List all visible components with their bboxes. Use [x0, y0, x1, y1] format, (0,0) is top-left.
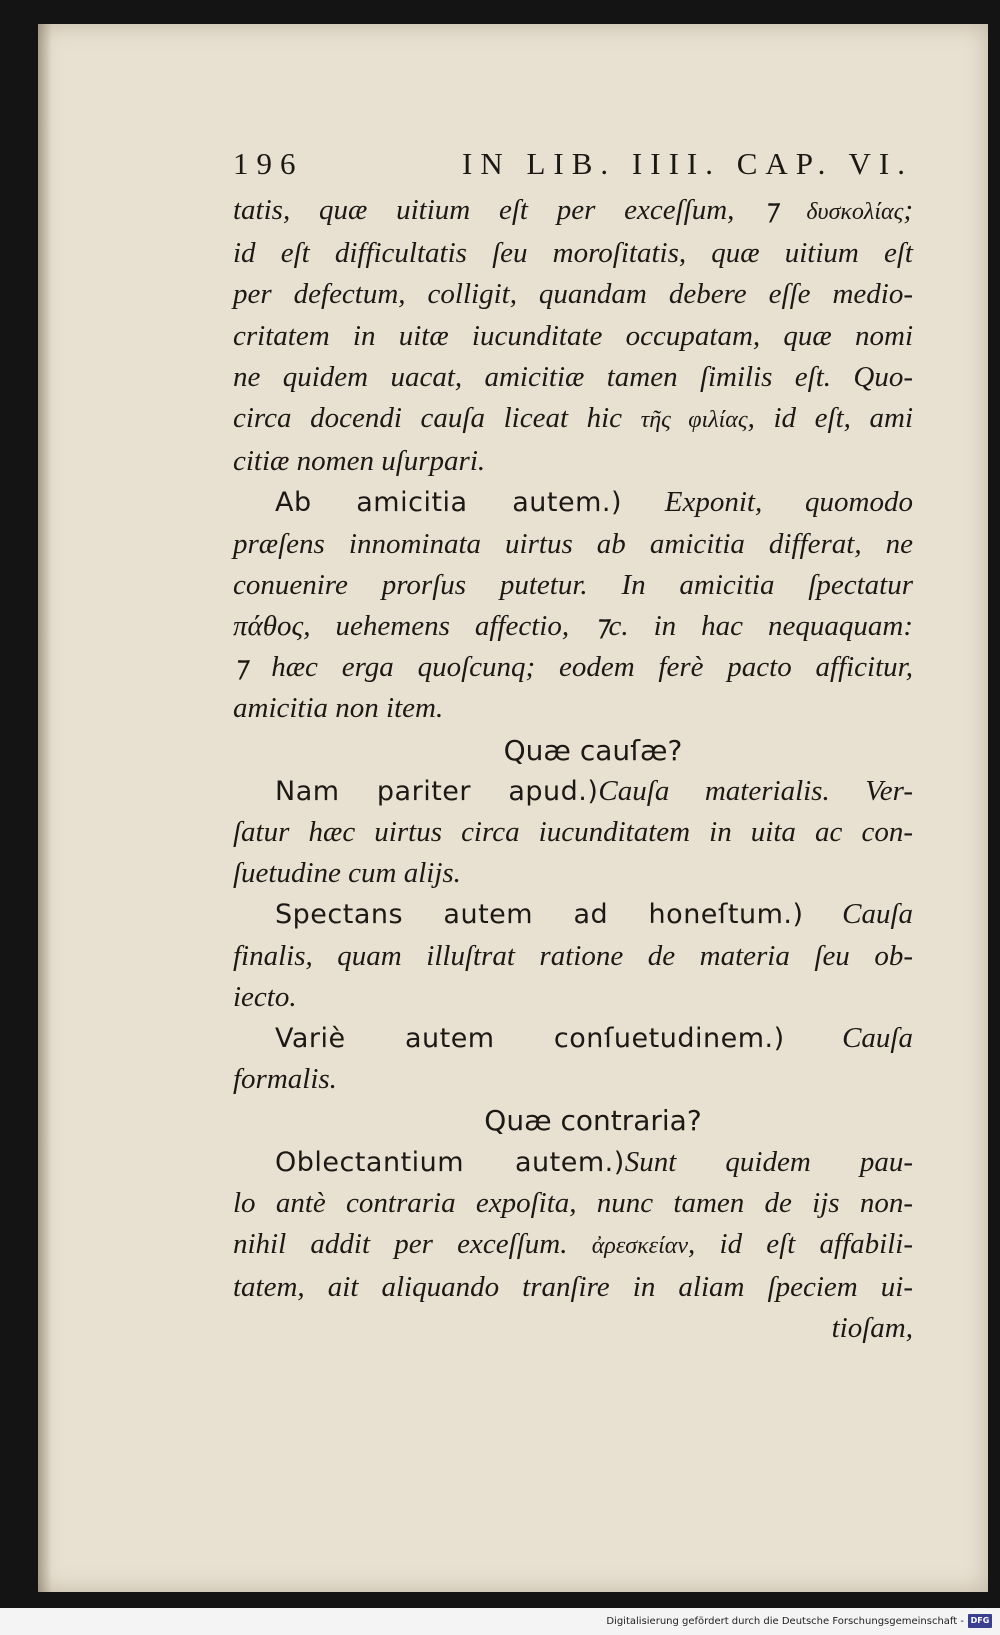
text-line: ne quidem uacat, amicitiæ tamen ſimilis eſt. Quo- [233, 360, 913, 393]
catchword: tioſam, [831, 1312, 913, 1345]
page-number: 196 [233, 146, 304, 181]
text-line: præſens innominata uirtus ab amicitia differat, ne [233, 527, 913, 560]
paragraph-2 [233, 482, 913, 729]
text-line: per defectum, colligit, quandam debere eſſe medio- [233, 278, 913, 311]
text-line: nihil addit per exceſſum. ἀρεσκείαν, id eſt affabili- [233, 1228, 913, 1261]
lemma: Spectans autem ad honeſtum.) [275, 899, 804, 931]
running-head [233, 146, 913, 190]
paragraph-6 [233, 1142, 913, 1350]
section-heading: Quæ contraria? [484, 1104, 702, 1138]
paragraph-3 [233, 771, 913, 895]
text-line: iecto. [233, 980, 297, 1013]
running-title: IN LIB. IIII. CAP. VI. [462, 146, 913, 181]
lemma: Variè autem conſuetudinem.) [275, 1023, 785, 1055]
lemma: Ab amicitia autem.) [275, 487, 622, 519]
text-line: ſuetudine cum alijs. [233, 857, 461, 890]
text-line: citiæ nomen uſurpari. [233, 445, 486, 478]
funding-note: Digitalisierung gefördert durch die Deutsche Forschungsgemeinschaft - [606, 1616, 964, 1627]
text-line: Variè autem conſuetudinem.) Cauſa [275, 1022, 913, 1055]
paragraph-1 [233, 190, 913, 482]
dfg-logo: DFG [968, 1614, 992, 1628]
lemma: Nam pariter apud.) [275, 775, 599, 807]
text-line: id eſt difficultatis ſeu moroſitatis, quæ uitium eſt [233, 237, 913, 270]
text-line: tatis, quæ uitium eſt per exceſſum, ⁊ δυσκολίας; [233, 194, 913, 226]
page-text [233, 146, 913, 1350]
text-line: conuenire prorſus putetur. In amicitia ſpectatur [233, 568, 913, 601]
paragraph-4 [233, 894, 913, 1018]
lemma: Oblectantium autem.) [275, 1146, 625, 1178]
page-gutter-shadow [38, 24, 52, 1592]
text-line: πάθος, uehemens affectio, ⁊c. in hac nequaquam: [233, 610, 913, 643]
text-line: formalis. [233, 1063, 337, 1096]
text-line: Ab amicitia autem.) Exponit, quomodo [275, 486, 913, 519]
text-line: ⁊ hæc erga quoſcunq; eodem ferè pacto afficitur, [233, 651, 913, 684]
text-line: ſatur hæc uirtus circa iucunditatem in uita ac con- [233, 816, 913, 849]
text-line: Oblectantium autem.)Sunt quidem pau- [275, 1145, 914, 1178]
text-line: tatem, ait aliquando tranſire in aliam ſpeciem ui- [233, 1271, 913, 1304]
text-line: circa docendi cauſa liceat hic τῆς φιλίας, id eſt, ami [233, 402, 913, 435]
text-line: Nam pariter apud.)Cauſa materialis. Ver- [275, 774, 913, 807]
text-line: Spectans autem ad honeſtum.) Cauſa [275, 898, 914, 931]
paragraph-5 [233, 1018, 913, 1100]
text-line: finalis, quam illuſtrat ratione de materia ſeu ob- [233, 939, 913, 972]
section-heading: Quæ cauſæ? [503, 733, 683, 767]
text-line: amicitia non item. [233, 692, 444, 725]
text-line: lo antè contraria expoſita, nunc tamen de ijs non- [233, 1186, 913, 1219]
text-line: critatem in uitæ iucunditate occupatam, quæ nomi [233, 319, 913, 352]
